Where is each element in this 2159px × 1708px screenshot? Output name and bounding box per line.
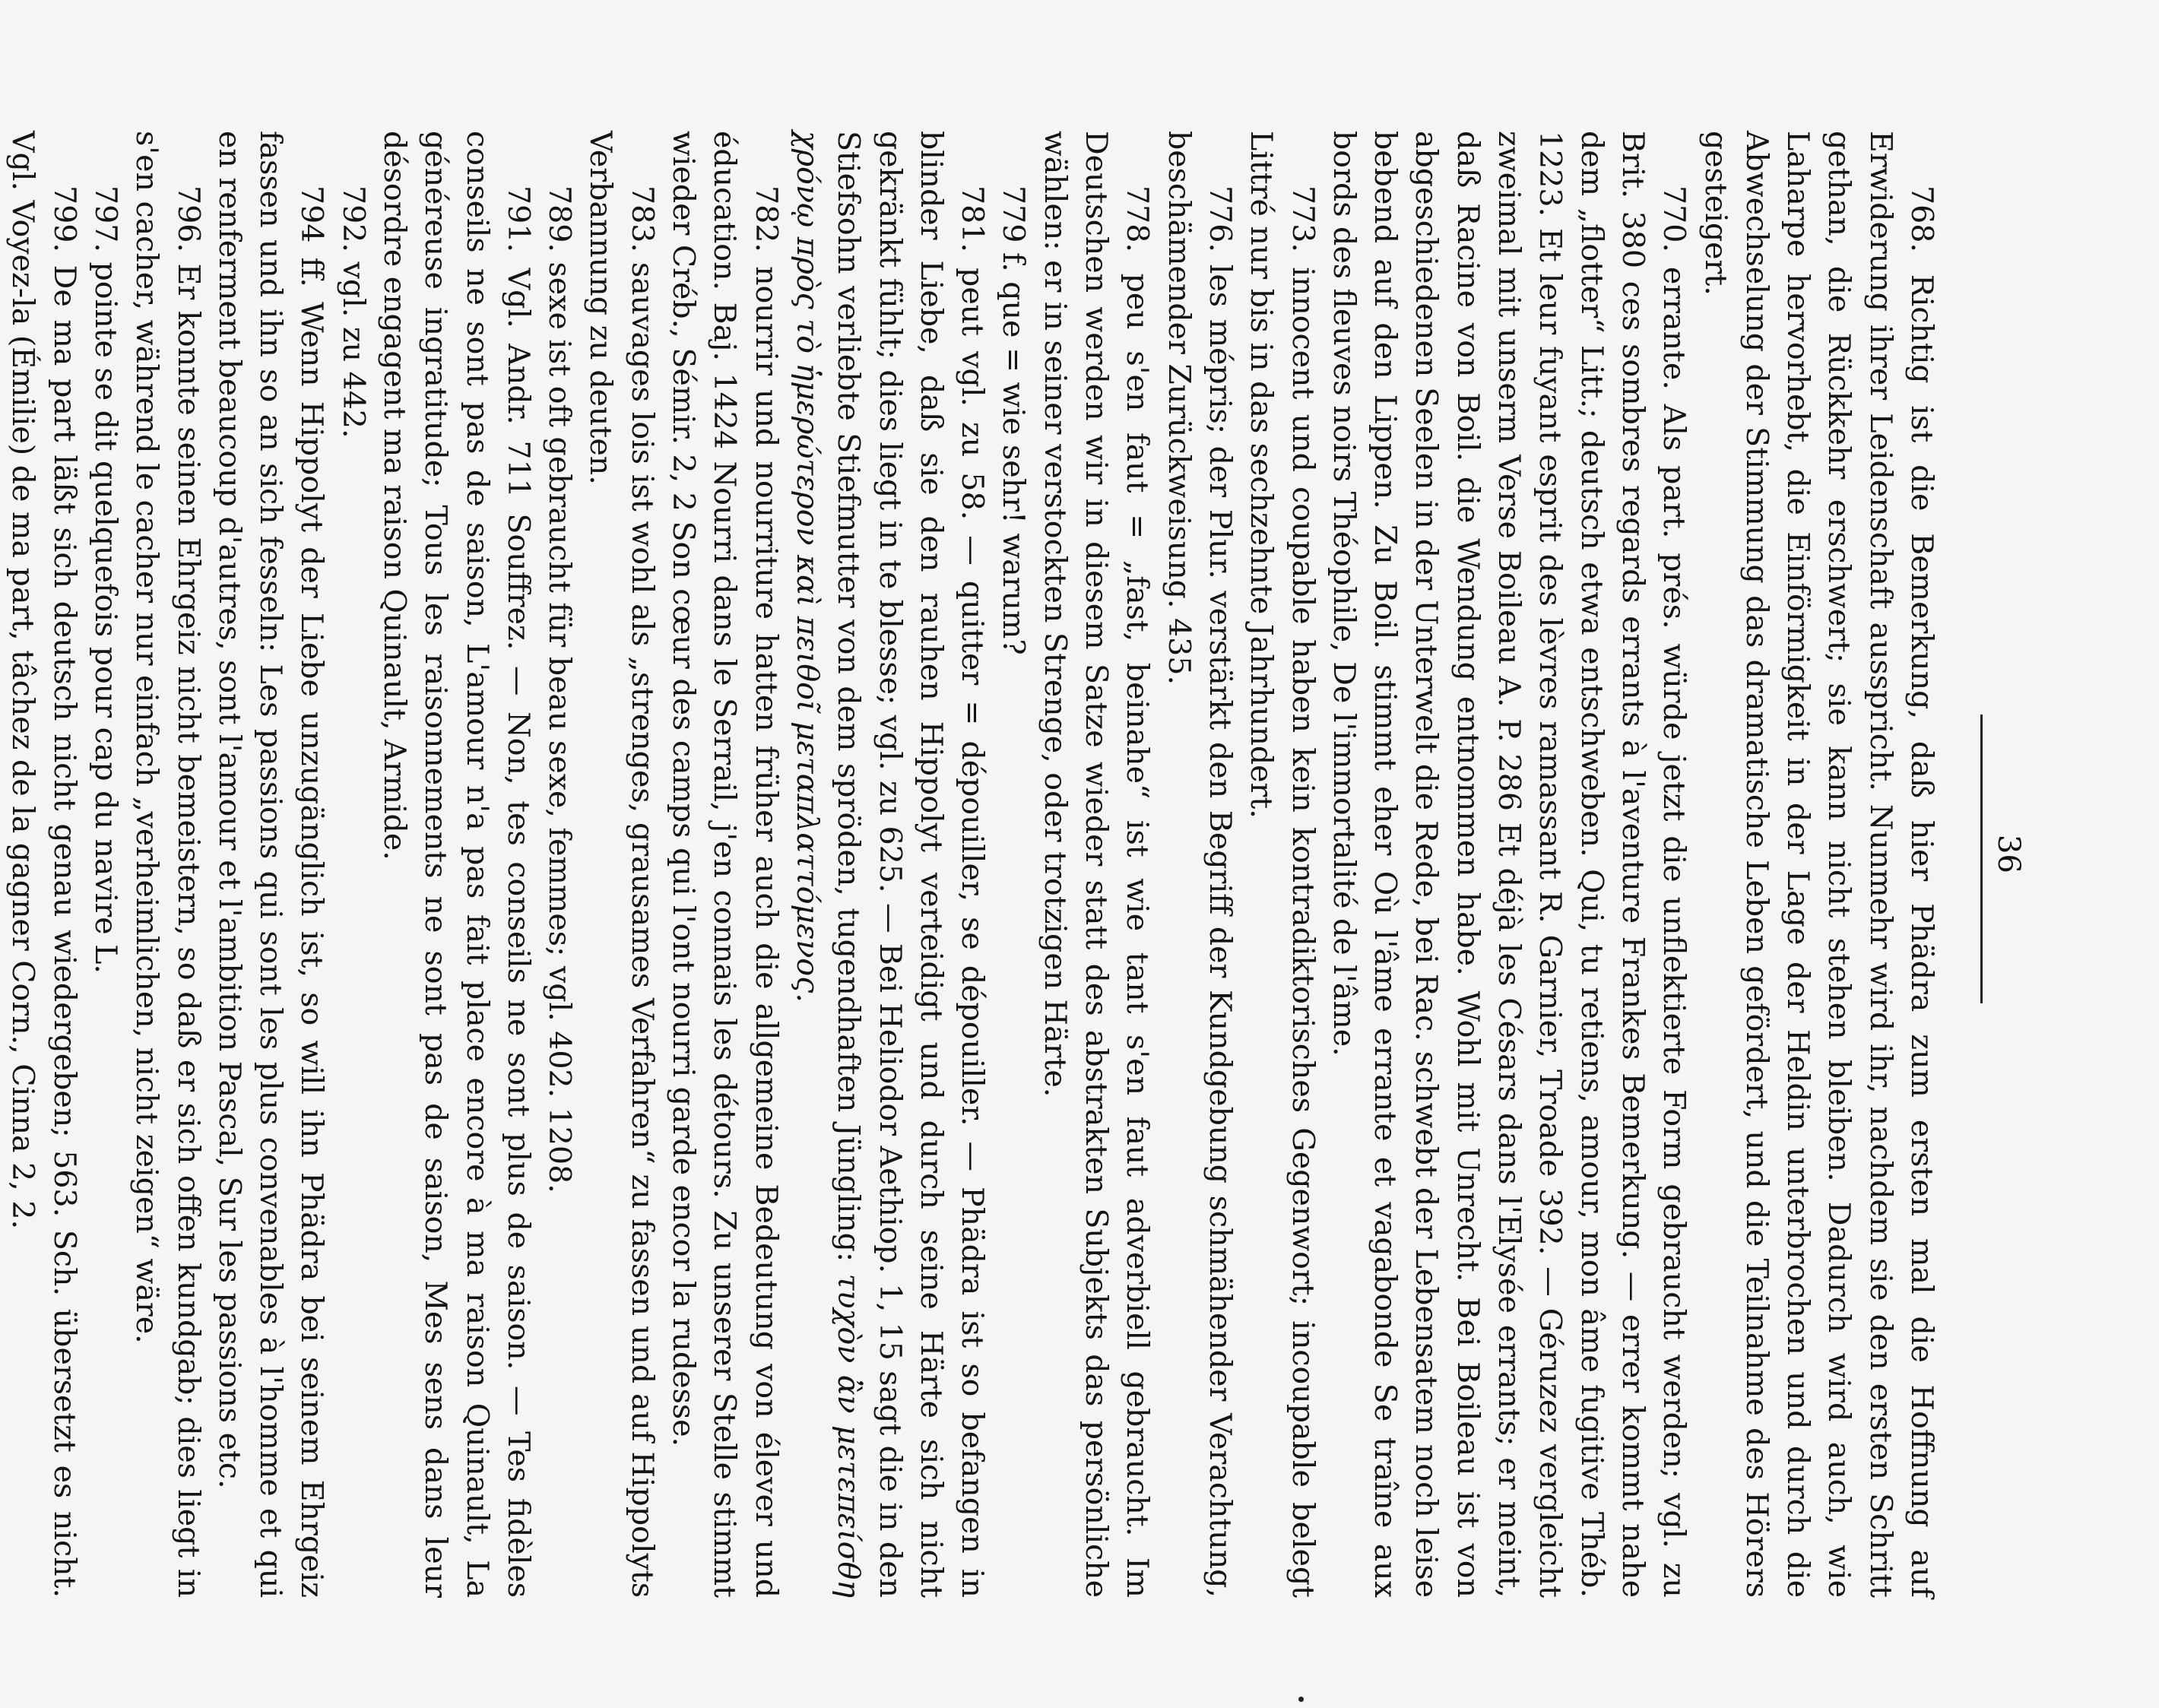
header-rule [1980,715,1983,1003]
note-number: 797. [87,185,123,252]
note-794 [209,131,333,1598]
note-792 [332,131,373,1598]
paper-speck [1298,1697,1304,1702]
page-number: 36 [1991,835,2026,873]
note-number: 796. [170,185,206,252]
greek-quote: τυχὸν ἂν μετεπείσθη χρόνῳ πρὸς τὸ ἡμερώτερον καὶ πειθοῖ μεταπλαττόμενος. [789,131,867,1598]
note-778 [1034,131,1158,1598]
note-776 [1158,131,1241,1598]
note-768 [1695,131,1942,1598]
note-789 [539,131,580,1598]
note-text: sauvages lois ist wohl als „strenges, grausames Verfahren“ zu fassen und auf Hippolyts Verbannung zu deuten. [583,131,660,1598]
note-number: 782. [748,185,784,252]
note-779 [993,131,1034,1598]
note-text: peu s'en faut = „fast, beinahe“ ist wie tant s'en faut adverbiell gebraucht. Im Deutschen werden wir in diesem Satze wieder statt des abstrakten Subjekts das persönliche wählen: er in seiner verstockten Strenge, oder trotzigen Härte. [1037,131,1156,1599]
note-number: 773. [1285,185,1320,252]
note-number: 781. [955,185,991,252]
commentary-body [2,131,1942,1598]
note-796 [126,131,209,1598]
note-number: 799. [46,185,82,252]
note-number: 791. [500,185,536,252]
note-text: peut vgl. zu 58. — quitter = dépouiller, se dépouiller. — Phädra ist so befangen in blinder Liebe, daß sie den rauhen Hippolyt verteidigt und durch seine Härte sich nicht gekränkt fühlt; dies liegt in te blesse; vgl. zu 625. — Bei Heliodor Aethiop. 1, 15 sagt die in den Stiefsohn verliebte Stiefmutter von dem spröden, tugendhaften Jüngling: [831,131,991,1598]
note-text: Wenn Hippolyt der Liebe unzugänglich ist, so will ihn Phädra bei seinem Ehrgeiz fassen und ihn so an sich fesseln: Les passions qui sont les plus convenables à l'homme et qui en renferment beaucoup d'autres, sont l'amour et l'ambition Pascal, Sur les passions etc. [211,131,330,1598]
note-number: 783. [624,185,660,252]
note-text: Vgl. Andr. 711 Souffrez. — Non, tes conseils ne sont plus de saison. — Tes fidèles conseils ne sont pas de saison, L'amour n'a pas fait place encore à ma raison Quinault, La généreuse ingratitude; Tous les raisonnements ne sont pas de saison, Mes sens dans leur désordre engagent ma raison Quinault, Armide. [377,131,536,1599]
note-text: De ma part läßt sich deutsch nicht genau wiedergeben; 563. Sch. übersetzt es nicht. Vgl. Voyez-la (Émilie) de ma part, tâchez de la gagner Corn., Cinna 2, 2. [5,131,82,1599]
note-797 [85,131,126,1598]
note-text: errante. Als part. prés. würde jetzt die unflektierte Form gebraucht werden; vgl. zu Brit. 380 ces sombres regards errants à l'aventure Frankes Bemerkung. — errer kommt nahe dem „flotter“ Litt.; deutsch etwa entschweben. Qui, tu retiens, amour, mon âme fugitive Théb. 1223. Et leur fuyant esprit des lèvres ramassant R. Garnier, Troade 392. — Géruzez vergleicht zweimal mit unserm Verse Boileau A. P. 286 Et déjà les Césars dans l'Elysée errants; er meint, daß Racine von Boil. die Wendung entnommen habe. Wohl mit Unrecht. Bei Boileau ist von abgeschiedenen Seelen in der Unterwelt die Rede, bei Rac. schwebt der Lebensatem noch leise bebend auf den Lippen. Zu Boil. stimmt eher Où l'âme errante et vagabonde Se traîne aux bords des fleuves noirs Théophile, De l'immortalité de l'âme. [1326,131,1692,1598]
note-number: 794 ff. [294,185,330,287]
note-number: 776. [1202,185,1238,252]
note-text: les mépris; der Plur. verstärkt den Begriff der Kundgebung schmähender Verachtung, beschämender Zurückweisung. 435. [1161,131,1238,1598]
note-773 [1241,131,1324,1598]
note-781 [787,131,993,1598]
note-number: 789. [542,185,578,252]
note-number: 768. [1904,185,1939,252]
note-text: pointe se dit quelquefois pour cap du navire L. [87,261,123,974]
note-text: vgl. zu 442. [335,261,371,439]
note-number: 770. [1657,185,1692,252]
note-text: que = wie sehr! warum? [996,281,1032,655]
note-text: Richtig ist die Bemerkung, daß hier Phädra zum ersten mal die Hoffnung auf Erwiderung ihrer Leidenschaft ausspricht. Nunmehr wird ihr, nachdem sie den ersten Schritt gethan, die Rückkehr erschwert; sie kann nicht stehen bleiben. Dadurch wird auch, wie Laharpe hervorhebt, die Einförmigkeit in der Lage der Heldin unterbrochen und durch die Abwechselung der Stimmung das dramatische Leben gefördert, und die Teilnahme des Hörers gesteigert. [1698,131,1939,1599]
note-799 [2,131,85,1598]
note-782 [663,131,787,1598]
note-text: sexe ist oft gebraucht für beau sexe, femmes; vgl. 402. 1208. [542,261,578,1193]
note-791 [374,131,539,1598]
note-text: Er konnte seinen Ehrgeiz nicht bemeistern, so daß er sich offen kundgab; dies liegt in s'en cacher, während le cacher nur einfach „verheimlichen, nicht zeigen“ wäre. [129,131,206,1598]
note-number: 779 f. [996,185,1032,272]
note-text: nourrir und nourriture hatten früher auch die allgemeine Bedeutung von élever und éducation. Baj. 1424 Nourri dans le Serrail, j'en connais les détours. Zu unserer Stelle stimmt wieder Créb., Sémir. 2, 2 Son cœur des camps qui l'ont nourri garde encor la rudesse. [666,131,784,1598]
note-text: innocent und coupable haben kein kontradiktorisches Gegenwort; incoupable belegt Littré nur bis in das sechzehnte Jahrhundert. [1244,131,1320,1598]
note-770 [1324,131,1695,1598]
note-number: 792. [335,185,371,252]
note-number: 778. [1120,185,1156,252]
note-783 [580,131,663,1598]
